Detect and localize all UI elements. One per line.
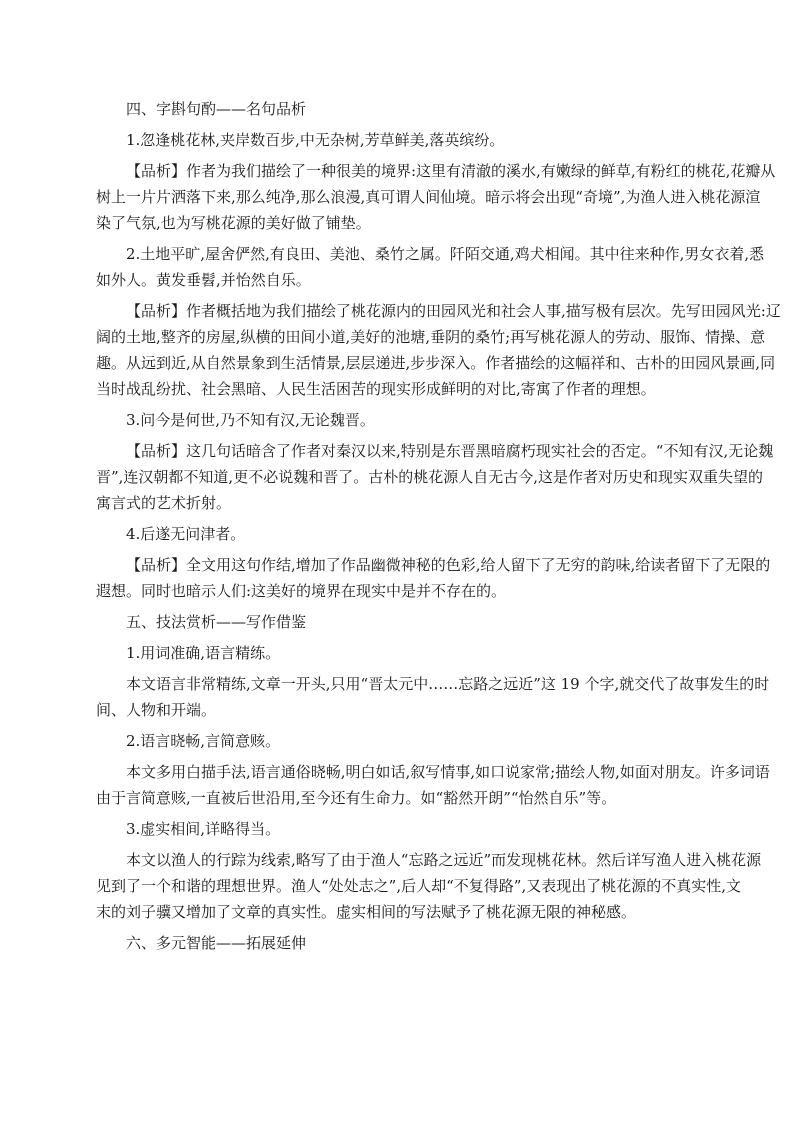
paragraph-analysis-1 — [96, 158, 776, 236]
text-line: 树上一片片洒落下来,那么纯净,那么浪漫,真可谓人间仙境。暗示将会出现“奇境”,为渔人进入桃花源渲 — [96, 188, 761, 206]
paragraph-technique-1-body — [96, 671, 770, 723]
paragraph-analysis-3 — [96, 438, 774, 516]
text-line: 末的刘子骥又增加了文章的真实性。虚实相间的写法赋予了桃花源无限的神秘感。 — [96, 903, 637, 921]
section-heading-4: 四、字斟句酌——名句品析 — [126, 100, 307, 118]
text-line: 见到了一个和谐的理想世界。渔人“处处志之”,后人却“不复得路”,又表现出了桃花源的不真实性,文 — [96, 877, 741, 895]
text-line: 【品析】作者为我们描绘了一种很美的境界:这里有清澈的溪水,有嫩绿的鲜草,有粉红的桃花,花瓣从 — [126, 162, 776, 180]
paragraph-quote-3 — [96, 407, 702, 433]
paragraph-quote-2 — [96, 241, 765, 293]
paragraph-technique-1-title — [96, 640, 702, 666]
text-line: 本文以渔人的行踪为线索,略写了由于渔人“忘路之远近”而发现桃花林。然后详写渔人进入桃花源 — [126, 851, 762, 869]
text-line: 染了气氛,也为写桃花源的美好做了铺垫。 — [96, 214, 371, 232]
text-line: 间、人物和开端。 — [96, 701, 217, 719]
paragraph-technique-3-title — [96, 816, 702, 842]
text-line: 晋”,连汉朝都不知道,更不必说魏和晋了。古朴的桃花源人自无古今,这是作者对历史和现实双重失望的 — [96, 468, 763, 486]
text-line: 趣。从远到近,从自然景象到生活情景,层层递进,步步深入。作者描绘的这幅祥和、古朴的田园风景画,同 — [96, 354, 776, 372]
text-line: 4.后遂无问津者。 — [126, 525, 246, 543]
document-page — [96, 96, 781, 956]
paragraph-technique-2-title — [96, 728, 702, 754]
section-heading-6: 六、多元智能——拓展延伸 — [126, 934, 307, 952]
text-line: 本文语言非常精练,文章一开头,只用“晋太元中……忘路之远近”这 19 个字,就交代了故事发生的时 — [126, 675, 770, 693]
paragraph-analysis-4 — [96, 552, 771, 604]
text-line: 遐想。同时也暗示人们:这美好的境界在现实中是并不存在的。 — [96, 582, 507, 600]
text-line: 寓言式的艺术折射。 — [96, 494, 232, 512]
text-line: 3.虚实相间,详略得当。 — [126, 820, 281, 838]
text-line: 1.忽逢桃花林,夹岸数百步,中无杂树,芳草鲜美,落英缤纷。 — [126, 131, 505, 149]
paragraph-technique-2-body — [96, 759, 770, 811]
text-line: 由于言简意赅,一直被后世沿用,至今还有生命力。如“豁然开朗”“怡然自乐”等。 — [96, 789, 617, 807]
paragraph-quote-1 — [96, 127, 702, 153]
section-heading-5: 五、技法赏析——写作借鉴 — [126, 613, 307, 631]
text-line: 本文多用白描手法,语言通俗晓畅,明白如话,叙写情事,如口说家常;描绘人物,如面对朋友。许多词语 — [126, 763, 770, 781]
paragraph-quote-4 — [96, 521, 702, 547]
text-line: 【品析】这几句话暗含了作者对秦汉以来,特别是东晋黑暗腐朽现实社会的否定。“不知有汉,无论魏 — [126, 442, 774, 460]
text-line: 2.土地平旷,屋舍俨然,有良田、美池、桑竹之属。阡陌交通,鸡犬相闻。其中往来种作,男女衣着,悉 — [126, 245, 765, 263]
text-line: 1.用词准确,语言精练。 — [126, 644, 281, 662]
text-line: 3.问今是何世,乃不知有汉,无论魏晋。 — [126, 411, 375, 429]
text-line: 阔的土地,整齐的房屋,纵横的田间小道,美好的池塘,垂阴的桑竹;再写桃花源人的劳动、服饰、情操、意 — [96, 328, 766, 346]
text-line: 【品析】作者概括地为我们描绘了桃花源内的田园风光和社会人事,描写极有层次。先写田园风光:辽 — [126, 302, 781, 320]
text-line: 【品析】全文用这句作结,增加了作品幽微神秘的色彩,给人留下了无穷的韵味,给读者留下了无限的 — [126, 556, 771, 574]
text-line: 如外人。黄发垂髫,并怡然自乐。 — [96, 271, 311, 289]
text-line: 2.语言晓畅,言简意赅。 — [126, 732, 281, 750]
text-line: 当时战乱纷扰、社会黑暗、人民生活困苦的现实形成鲜明的对比,寄寓了作者的理想。 — [96, 380, 656, 398]
paragraph-technique-3-body — [96, 847, 762, 925]
paragraph-analysis-2 — [96, 298, 781, 402]
